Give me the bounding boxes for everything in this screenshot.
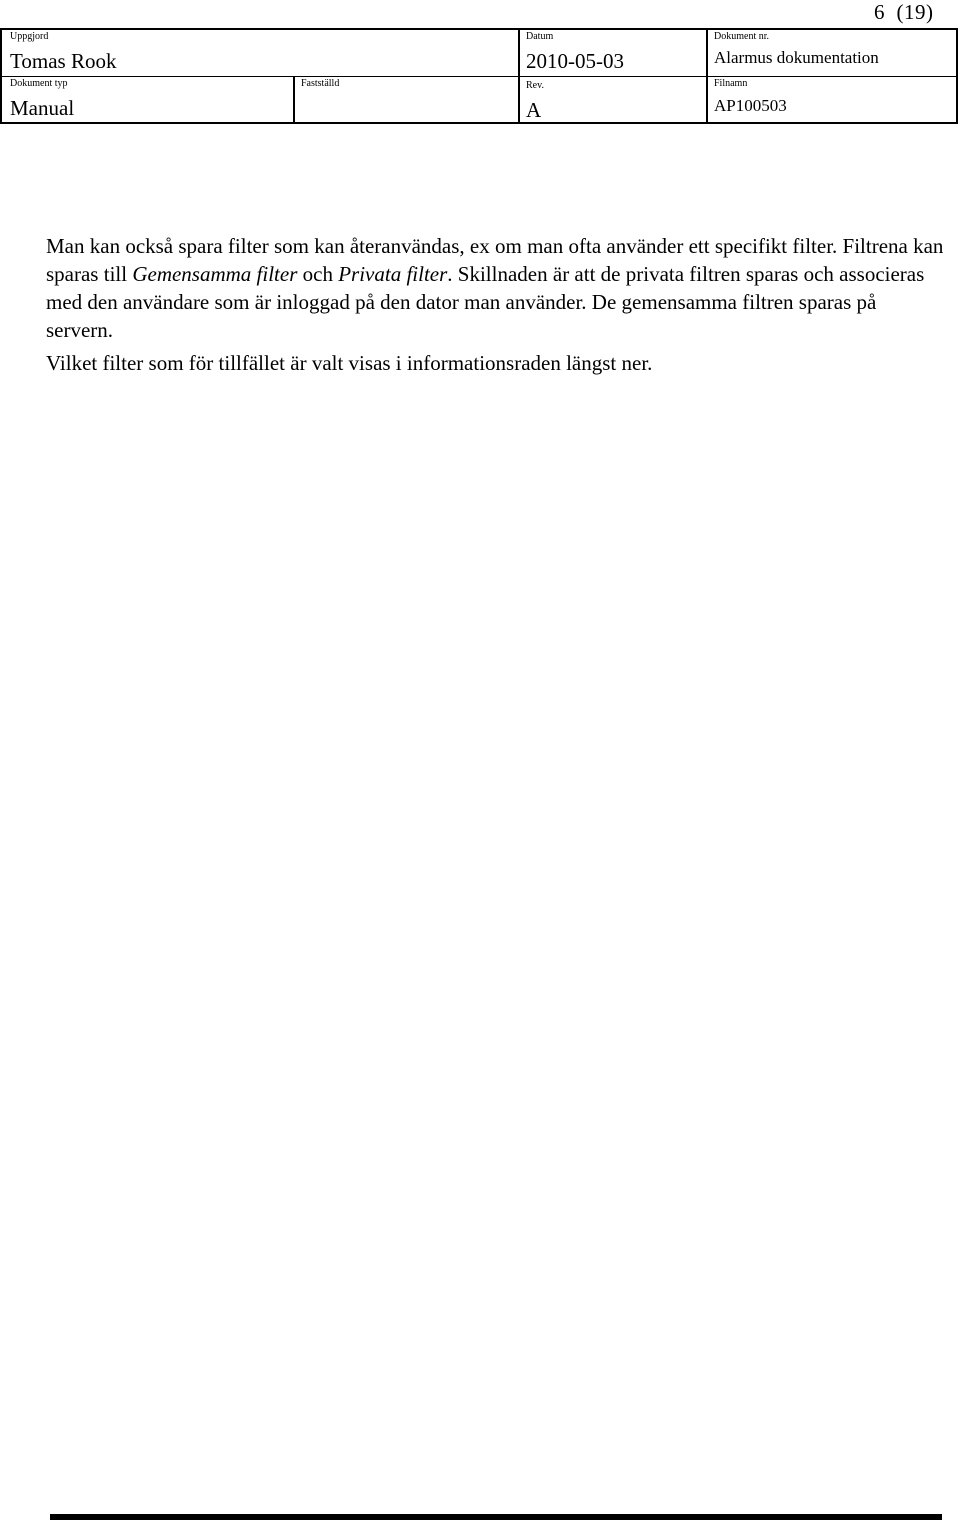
filnamn-label: Filnamn [714,78,748,89]
paragraph-selected-filter: Vilket filter som för tillfället är valt visas i informationsraden längst ner. [46,351,653,375]
cell-datum [520,30,706,76]
dokument-typ-label: Dokument typ [10,78,68,89]
paragraph-filters [46,232,946,344]
cell-filnamn [708,77,956,122]
body-text [46,232,946,377]
emphasis-common-filters: Gemensamma filter [132,262,298,286]
paragraph-text: och [297,262,339,286]
dokument-nr-label: Dokument nr. [714,31,769,42]
datum-label: Datum [526,31,554,42]
filnamn-value: AP100503 [714,96,787,115]
cell-dokument-typ [2,77,293,122]
footer-rule [50,1514,942,1520]
datum-value: 2010-05-03 [526,49,624,73]
uppgjord-label: Uppgjord [10,31,49,42]
page-current: 6 [874,0,885,24]
paragraph-text: Man kan också spara filter som kan återanvändas, ex om man ofta använder ett specifikt filter. Filtrena kan sparas till [46,234,944,286]
faststalld-label: Fastställd [301,78,340,89]
uppgjord-value: Tomas Rook [10,49,117,73]
cell-rev [520,77,706,122]
rev-label: Rev. [526,80,544,91]
document-header-table [0,28,958,124]
dokument-typ-value: Manual [10,96,75,120]
rev-value: A [526,98,542,122]
page-number [874,0,934,24]
cell-dokument-nr [708,30,956,76]
emphasis-private-filters: Privata filter [338,262,448,286]
cell-uppgjord [2,30,518,76]
paragraph-text: . Skillnaden är att de privata filtren sparas och associeras med den användare som är inloggad på den dator man använder. De gemensamma filtren sparas på servern. [46,262,925,342]
page-total: (19) [896,0,934,24]
cell-faststalld [295,77,518,122]
dokument-nr-value: Alarmus dokumentation [714,48,879,67]
